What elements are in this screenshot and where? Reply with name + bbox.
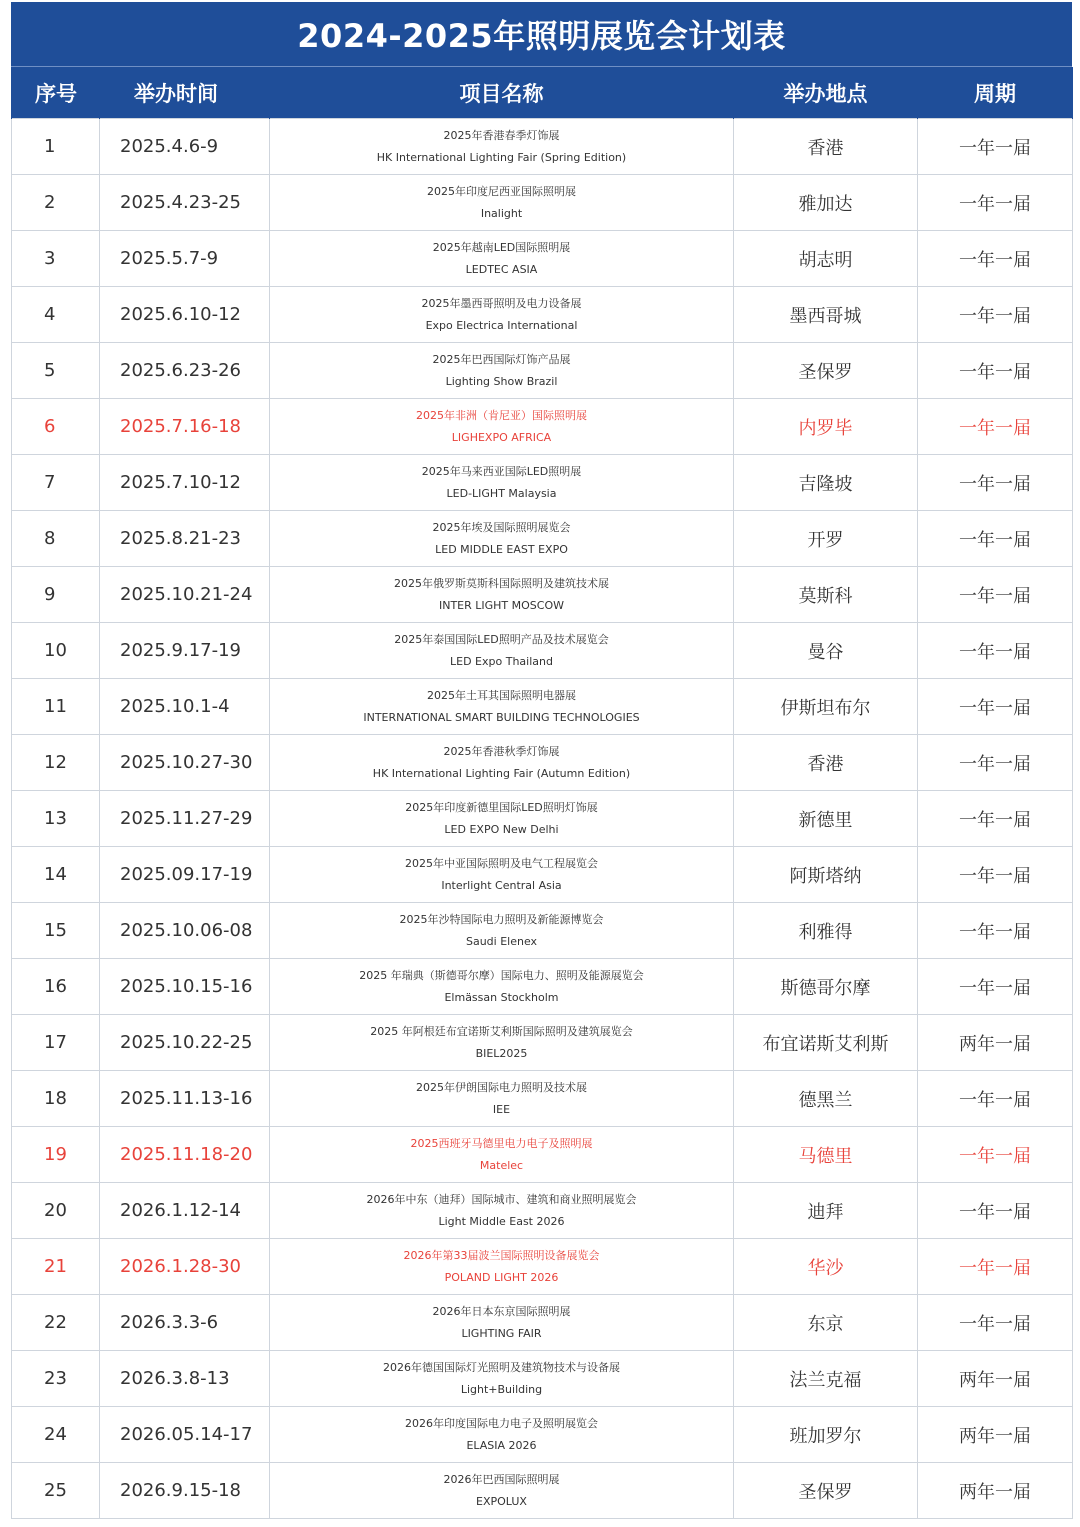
exhibition-table bbox=[11, 67, 1073, 1519]
table-row bbox=[12, 1407, 1073, 1463]
row-place: 利雅得 bbox=[734, 903, 918, 959]
row-number: 9 bbox=[12, 567, 100, 623]
row-place: 香港 bbox=[734, 735, 918, 791]
row-name-cn: 2026年巴西国际照明展 bbox=[443, 1472, 560, 1486]
row-cycle: 一年一届 bbox=[918, 903, 1073, 959]
row-number: 2 bbox=[12, 175, 100, 231]
table-row bbox=[12, 1183, 1073, 1239]
row-cycle: 一年一届 bbox=[918, 119, 1073, 175]
row-number: 17 bbox=[12, 1015, 100, 1071]
row-name-en: LIGHTING FAIR bbox=[461, 1326, 542, 1340]
row-place: 法兰克福 bbox=[734, 1351, 918, 1407]
table-row bbox=[12, 1295, 1073, 1351]
row-place: 伊斯坦布尔 bbox=[734, 679, 918, 735]
row-date: 2025.7.10-12 bbox=[100, 455, 270, 511]
row-date: 2026.9.15-18 bbox=[100, 1463, 270, 1519]
table-row bbox=[12, 1071, 1073, 1127]
row-place: 曼谷 bbox=[734, 623, 918, 679]
table-row bbox=[12, 231, 1073, 287]
row-number: 6 bbox=[12, 399, 100, 455]
schedule-sheet bbox=[11, 2, 1072, 1519]
row-number: 22 bbox=[12, 1295, 100, 1351]
table-row bbox=[12, 455, 1073, 511]
row-name-en: Inalight bbox=[480, 206, 523, 220]
row-number: 15 bbox=[12, 903, 100, 959]
row-place: 布宜诺斯艾利斯 bbox=[734, 1015, 918, 1071]
row-cycle: 一年一届 bbox=[918, 511, 1073, 567]
row-number: 4 bbox=[12, 287, 100, 343]
row-cycle: 一年一届 bbox=[918, 287, 1073, 343]
row-name-en: POLAND LIGHT 2026 bbox=[444, 1270, 559, 1284]
table-row bbox=[12, 287, 1073, 343]
row-date: 2025.5.7-9 bbox=[100, 231, 270, 287]
row-name-en: LEDTEC ASIA bbox=[465, 262, 538, 276]
row-name-en: Lighting Show Brazil bbox=[445, 374, 558, 388]
row-date: 2026.1.28-30 bbox=[100, 1239, 270, 1295]
row-cycle: 两年一届 bbox=[918, 1407, 1073, 1463]
table-row bbox=[12, 791, 1073, 847]
row-date: 2025.11.13-16 bbox=[100, 1071, 270, 1127]
row-name bbox=[270, 1351, 734, 1407]
row-name-cn: 2025 年阿根廷布宜诺斯艾利斯国际照明及建筑展览会 bbox=[370, 1024, 633, 1038]
row-date: 2025.4.23-25 bbox=[100, 175, 270, 231]
row-place: 阿斯塔纳 bbox=[734, 847, 918, 903]
header-cycle: 周期 bbox=[918, 67, 1073, 119]
row-name-cn: 2025年泰国国际LED照明产品及技术展览会 bbox=[394, 632, 609, 646]
row-name-en: HK International Lighting Fair (Spring Edition) bbox=[376, 150, 627, 164]
row-name-en: LED EXPO New Delhi bbox=[444, 822, 559, 836]
row-place: 胡志明 bbox=[734, 231, 918, 287]
row-name bbox=[270, 511, 734, 567]
table-header-row bbox=[12, 67, 1073, 119]
row-date: 2026.3.3-6 bbox=[100, 1295, 270, 1351]
row-date: 2026.1.12-14 bbox=[100, 1183, 270, 1239]
row-name-en: Light Middle East 2026 bbox=[438, 1214, 565, 1228]
row-date: 2025.10.15-16 bbox=[100, 959, 270, 1015]
row-number: 7 bbox=[12, 455, 100, 511]
row-name bbox=[270, 623, 734, 679]
row-number: 1 bbox=[12, 119, 100, 175]
header-name: 项目名称 bbox=[270, 67, 734, 119]
row-name bbox=[270, 735, 734, 791]
row-cycle: 一年一届 bbox=[918, 1071, 1073, 1127]
row-cycle: 一年一届 bbox=[918, 1239, 1073, 1295]
row-name bbox=[270, 1071, 734, 1127]
row-name-cn: 2025年香港春季灯饰展 bbox=[443, 128, 560, 142]
row-name-en: INTER LIGHT MOSCOW bbox=[438, 598, 564, 612]
row-name bbox=[270, 1239, 734, 1295]
row-name-cn: 2025年印度尼西亚国际照明展 bbox=[427, 184, 576, 198]
table-row bbox=[12, 903, 1073, 959]
table-row bbox=[12, 1239, 1073, 1295]
row-place: 莫斯科 bbox=[734, 567, 918, 623]
row-date: 2025.10.22-25 bbox=[100, 1015, 270, 1071]
table-row bbox=[12, 511, 1073, 567]
row-date: 2025.6.10-12 bbox=[100, 287, 270, 343]
table-row bbox=[12, 343, 1073, 399]
row-number: 24 bbox=[12, 1407, 100, 1463]
row-name-en: HK International Lighting Fair (Autumn Edition) bbox=[372, 766, 631, 780]
row-number: 20 bbox=[12, 1183, 100, 1239]
row-cycle: 一年一届 bbox=[918, 567, 1073, 623]
row-name-cn: 2025年香港秋季灯饰展 bbox=[443, 744, 560, 758]
row-name-en: EXPOLUX bbox=[476, 1494, 527, 1508]
row-name bbox=[270, 903, 734, 959]
row-name bbox=[270, 455, 734, 511]
row-name-cn: 2025年越南LED国际照明展 bbox=[432, 240, 571, 254]
row-place: 圣保罗 bbox=[734, 343, 918, 399]
row-cycle: 一年一届 bbox=[918, 735, 1073, 791]
row-place: 新德里 bbox=[734, 791, 918, 847]
header-no: 序号 bbox=[12, 67, 100, 119]
row-name-cn: 2025年非洲（肯尼亚）国际照明展 bbox=[416, 408, 587, 422]
row-date: 2025.8.21-23 bbox=[100, 511, 270, 567]
row-name-cn: 2025年沙特国际电力照明及新能源博览会 bbox=[399, 912, 604, 926]
row-place: 班加罗尔 bbox=[734, 1407, 918, 1463]
row-number: 5 bbox=[12, 343, 100, 399]
row-name-en: LED Expo Thailand bbox=[450, 654, 553, 668]
row-cycle: 一年一届 bbox=[918, 399, 1073, 455]
row-name-cn: 2026年日本东京国际照明展 bbox=[432, 1304, 571, 1318]
row-cycle: 一年一届 bbox=[918, 343, 1073, 399]
row-name bbox=[270, 959, 734, 1015]
table-row bbox=[12, 1463, 1073, 1519]
row-cycle: 两年一届 bbox=[918, 1463, 1073, 1519]
row-date: 2025.10.1-4 bbox=[100, 679, 270, 735]
row-name bbox=[270, 1183, 734, 1239]
row-cycle: 一年一届 bbox=[918, 455, 1073, 511]
row-name bbox=[270, 567, 734, 623]
row-number: 19 bbox=[12, 1127, 100, 1183]
row-name-cn: 2025年墨西哥照明及电力设备展 bbox=[421, 296, 582, 310]
row-cycle: 两年一届 bbox=[918, 1015, 1073, 1071]
row-place: 圣保罗 bbox=[734, 1463, 918, 1519]
row-number: 12 bbox=[12, 735, 100, 791]
row-name-cn: 2025年埃及国际照明展览会 bbox=[432, 520, 571, 534]
row-name bbox=[270, 847, 734, 903]
row-name bbox=[270, 1127, 734, 1183]
table-row bbox=[12, 623, 1073, 679]
row-name-en: Saudi Elenex bbox=[465, 934, 538, 948]
row-name bbox=[270, 1295, 734, 1351]
row-number: 10 bbox=[12, 623, 100, 679]
row-name bbox=[270, 1463, 734, 1519]
row-number: 16 bbox=[12, 959, 100, 1015]
row-cycle: 一年一届 bbox=[918, 1183, 1073, 1239]
row-number: 23 bbox=[12, 1351, 100, 1407]
row-name-en: ELASIA 2026 bbox=[466, 1438, 537, 1452]
row-number: 25 bbox=[12, 1463, 100, 1519]
row-name bbox=[270, 231, 734, 287]
row-place: 香港 bbox=[734, 119, 918, 175]
row-place: 开罗 bbox=[734, 511, 918, 567]
row-name-en: Matelec bbox=[479, 1158, 524, 1172]
row-date: 2025.10.06-08 bbox=[100, 903, 270, 959]
row-place: 华沙 bbox=[734, 1239, 918, 1295]
table-row bbox=[12, 399, 1073, 455]
row-date: 2025.11.27-29 bbox=[100, 791, 270, 847]
row-place: 德黑兰 bbox=[734, 1071, 918, 1127]
row-name-cn: 2025年印度新德里国际LED照明灯饰展 bbox=[405, 800, 598, 814]
row-cycle: 一年一届 bbox=[918, 847, 1073, 903]
row-cycle: 一年一届 bbox=[918, 959, 1073, 1015]
row-cycle: 一年一届 bbox=[918, 1295, 1073, 1351]
row-name-en: Elmässan Stockholm bbox=[444, 990, 559, 1004]
row-name-cn: 2025年俄罗斯莫斯科国际照明及建筑技术展 bbox=[394, 576, 609, 590]
table-row bbox=[12, 1127, 1073, 1183]
row-name-cn: 2026年中东（迪拜）国际城市、建筑和商业照明展览会 bbox=[366, 1192, 637, 1206]
row-cycle: 一年一届 bbox=[918, 791, 1073, 847]
row-date: 2025.10.21-24 bbox=[100, 567, 270, 623]
row-cycle: 一年一届 bbox=[918, 679, 1073, 735]
row-cycle: 一年一届 bbox=[918, 175, 1073, 231]
row-cycle: 一年一届 bbox=[918, 231, 1073, 287]
row-name-cn: 2025年中亚国际照明及电气工程展览会 bbox=[405, 856, 598, 870]
row-number: 18 bbox=[12, 1071, 100, 1127]
row-name bbox=[270, 119, 734, 175]
row-date: 2025.10.27-30 bbox=[100, 735, 270, 791]
table-row bbox=[12, 679, 1073, 735]
row-name bbox=[270, 679, 734, 735]
row-place: 墨西哥城 bbox=[734, 287, 918, 343]
row-cycle: 两年一届 bbox=[918, 1351, 1073, 1407]
header-place: 举办地点 bbox=[734, 67, 918, 119]
table-row bbox=[12, 847, 1073, 903]
row-name-en: IEE bbox=[492, 1102, 511, 1116]
header-date: 举办时间 bbox=[100, 67, 270, 119]
table-row bbox=[12, 119, 1073, 175]
row-place: 东京 bbox=[734, 1295, 918, 1351]
row-name-en: Expo Electrica International bbox=[425, 318, 578, 332]
row-name bbox=[270, 1015, 734, 1071]
row-name-en: INTERNATIONAL SMART BUILDING TECHNOLOGIES bbox=[363, 710, 640, 724]
row-name-cn: 2025年巴西国际灯饰产品展 bbox=[432, 352, 571, 366]
row-name-en: BIEL2025 bbox=[475, 1046, 528, 1060]
row-date: 2025.09.17-19 bbox=[100, 847, 270, 903]
row-name-cn: 2025西班牙马德里电力电子及照明展 bbox=[410, 1136, 593, 1150]
row-name-en: LED-LIGHT Malaysia bbox=[446, 486, 557, 500]
row-place: 吉隆坡 bbox=[734, 455, 918, 511]
row-name-cn: 2026年德国国际灯光照明及建筑物技术与设备展 bbox=[383, 1360, 620, 1374]
row-name-en: LED MIDDLE EAST EXPO bbox=[435, 542, 568, 556]
table-row bbox=[12, 735, 1073, 791]
table-row bbox=[12, 1351, 1073, 1407]
row-name-en: Light+Building bbox=[460, 1382, 543, 1396]
row-date: 2026.3.8-13 bbox=[100, 1351, 270, 1407]
row-name-cn: 2026年印度国际电力电子及照明展览会 bbox=[405, 1416, 598, 1430]
row-name bbox=[270, 175, 734, 231]
table-row bbox=[12, 959, 1073, 1015]
row-name-en: LIGHEXPO AFRICA bbox=[451, 430, 552, 444]
row-date: 2026.05.14-17 bbox=[100, 1407, 270, 1463]
row-name-cn: 2026年第33届波兰国际照明设备展览会 bbox=[403, 1248, 600, 1262]
row-place: 内罗毕 bbox=[734, 399, 918, 455]
row-name-cn: 2025年土耳其国际照明电器展 bbox=[427, 688, 576, 702]
row-place: 迪拜 bbox=[734, 1183, 918, 1239]
table-row bbox=[12, 175, 1073, 231]
row-place: 雅加达 bbox=[734, 175, 918, 231]
row-name bbox=[270, 1407, 734, 1463]
row-place: 斯德哥尔摩 bbox=[734, 959, 918, 1015]
row-cycle: 一年一届 bbox=[918, 623, 1073, 679]
table-row bbox=[12, 567, 1073, 623]
row-number: 3 bbox=[12, 231, 100, 287]
row-cycle: 一年一届 bbox=[918, 1127, 1073, 1183]
row-date: 2025.11.18-20 bbox=[100, 1127, 270, 1183]
row-number: 11 bbox=[12, 679, 100, 735]
row-name bbox=[270, 399, 734, 455]
row-number: 8 bbox=[12, 511, 100, 567]
row-name bbox=[270, 343, 734, 399]
row-number: 21 bbox=[12, 1239, 100, 1295]
row-name bbox=[270, 287, 734, 343]
row-date: 2025.6.23-26 bbox=[100, 343, 270, 399]
row-name-en: Interlight Central Asia bbox=[441, 878, 562, 892]
row-date: 2025.7.16-18 bbox=[100, 399, 270, 455]
row-number: 13 bbox=[12, 791, 100, 847]
row-name-cn: 2025 年瑞典（斯德哥尔摩）国际电力、照明及能源展览会 bbox=[359, 968, 644, 982]
row-name bbox=[270, 791, 734, 847]
table-row bbox=[12, 1015, 1073, 1071]
table-body bbox=[12, 119, 1073, 1519]
row-name-cn: 2025年马来西亚国际LED照明展 bbox=[421, 464, 582, 478]
row-number: 14 bbox=[12, 847, 100, 903]
row-place: 马德里 bbox=[734, 1127, 918, 1183]
row-date: 2025.9.17-19 bbox=[100, 623, 270, 679]
row-date: 2025.4.6-9 bbox=[100, 119, 270, 175]
page-title: 2024-2025年照明展览会计划表 bbox=[11, 2, 1072, 67]
row-name-cn: 2025年伊朗国际电力照明及技术展 bbox=[416, 1080, 587, 1094]
